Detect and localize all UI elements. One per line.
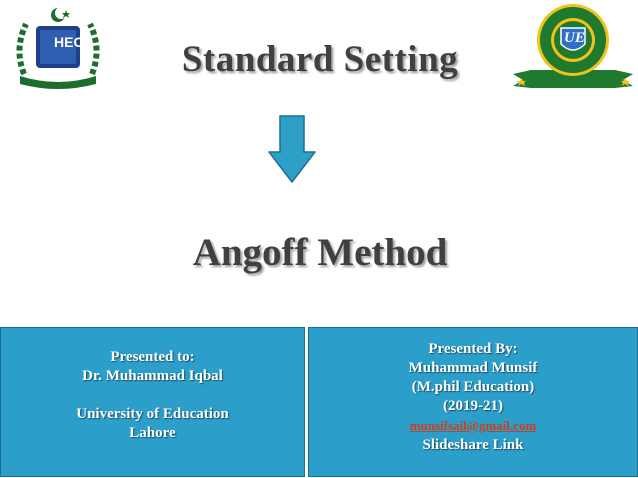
university-logo xyxy=(511,2,635,94)
university-logo-initials: UE xyxy=(564,30,585,46)
down-arrow-icon xyxy=(267,114,317,184)
email-link[interactable]: munsifsail@gmail.com xyxy=(409,418,537,433)
presented-to-name: Dr. Muhammad Iqbal xyxy=(82,368,223,384)
hec-logo-text: HEC xyxy=(54,34,84,50)
presented-by-name: Muhammad Munsif xyxy=(408,360,538,376)
presented-to-institution: University of Education xyxy=(76,406,229,422)
presented-to-panel xyxy=(0,327,305,477)
presented-to-city: Lahore xyxy=(129,425,176,441)
hec-logo xyxy=(10,4,106,92)
slide-title: Standard Setting xyxy=(181,39,459,80)
slideshare-link[interactable]: Slideshare Link xyxy=(422,437,524,453)
presented-by-degree: (M.phil Education) xyxy=(411,379,535,395)
presented-by-heading: Presented By: xyxy=(428,341,518,357)
spacer xyxy=(1,386,304,405)
presented-by-session: (2019-21) xyxy=(443,398,503,414)
slide-subtitle: Angoff Method xyxy=(192,231,448,274)
presented-by-panel xyxy=(308,327,638,477)
presented-to-heading: Presented to: xyxy=(110,349,195,365)
